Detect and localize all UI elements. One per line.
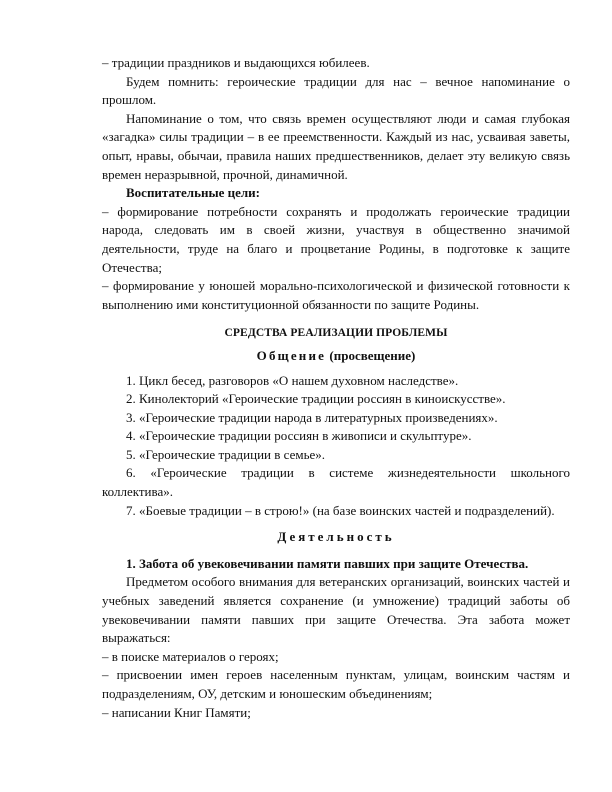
means-item-3: 3. «Героические традиции народа в литературных произведениях». [126, 409, 498, 425]
means-item-6: 6. «Героические традиции в системе жизнедеятельности школьного коллектива». [102, 465, 570, 500]
activity-paragraph: Предметом особого внимания для ветеранских организаций, воинских частей и учебных заведений является сохранение (и умножение) традиций заботы об увековечивании памяти павших при защите Отечества. Эта забота может выражаться: [102, 574, 570, 646]
means-subtitle-paren: (просвещение) [329, 347, 416, 363]
activity-item-2: – присвоении имен героев населенным пунктам, улицам, воинским частям и подразделениям, ОУ, детским и юношеским объединениям; [102, 667, 570, 701]
activity-item-3: – написании Книг Памяти; [102, 704, 251, 720]
goal-item-2: – формирование у юношей морально-психологической и физической готовности к выполнению ими конституционной обязанности по защите Родины. [102, 278, 570, 312]
activity-point-1: 1. Забота об увековечивании памяти павших при защите Отечества. [126, 555, 529, 571]
means-item-1: 1. Цикл бесед, разговоров «О нашем духовном наследстве». [126, 372, 459, 388]
means-item-4: 4. «Героические традиции россиян в живописи и скульптуре». [126, 428, 472, 444]
paragraph-remember: Будем помнить: героические традиции для нас – вечное напоминание о прошлом. [102, 73, 570, 108]
activity-item-1: – в поиске материалов о героях; [102, 648, 279, 664]
means-subtitle [102, 347, 570, 366]
goal-item-1: – формирование потребности сохранять и продолжать героические традиции народа, следовать им в своей жизни, участвуя в общественно значимой деятельности, труде на благо и процветание Родины, в подготовке к защите Отечества; [102, 203, 570, 275]
means-item-7: 7. «Боевые традиции – в строю!» (на базе воинских частей и подразделений). [126, 502, 555, 518]
means-item-2: 2. Кинолекторий «Героические традиции россиян в киноискусстве». [126, 391, 506, 407]
means-title: СРЕДСТВА РЕАЛИЗАЦИИ ПРОБЛЕМЫ [224, 327, 448, 340]
document-page [102, 54, 570, 722]
paragraph-reminder: Напоминание о том, что связь времен осуществляют люди и самая глубокая «загадка» силы традиции – в ее преемственности. Каждый из нас, усваивая заветы, опыт, нравы, обычаи, правила наших предшественников, делает эту великую связь времен неразрывной, прочной, динамичной. [102, 110, 570, 182]
means-item-5: 5. «Героические традиции в семье». [126, 446, 326, 462]
means-subtitle-main: Общение [256, 347, 327, 363]
goals-heading: Воспитательные цели: [126, 185, 260, 201]
activity-title: Деятельность [277, 529, 395, 545]
text-line-traditions: – традиции праздников и выдающихся юбилеев. [102, 55, 370, 70]
